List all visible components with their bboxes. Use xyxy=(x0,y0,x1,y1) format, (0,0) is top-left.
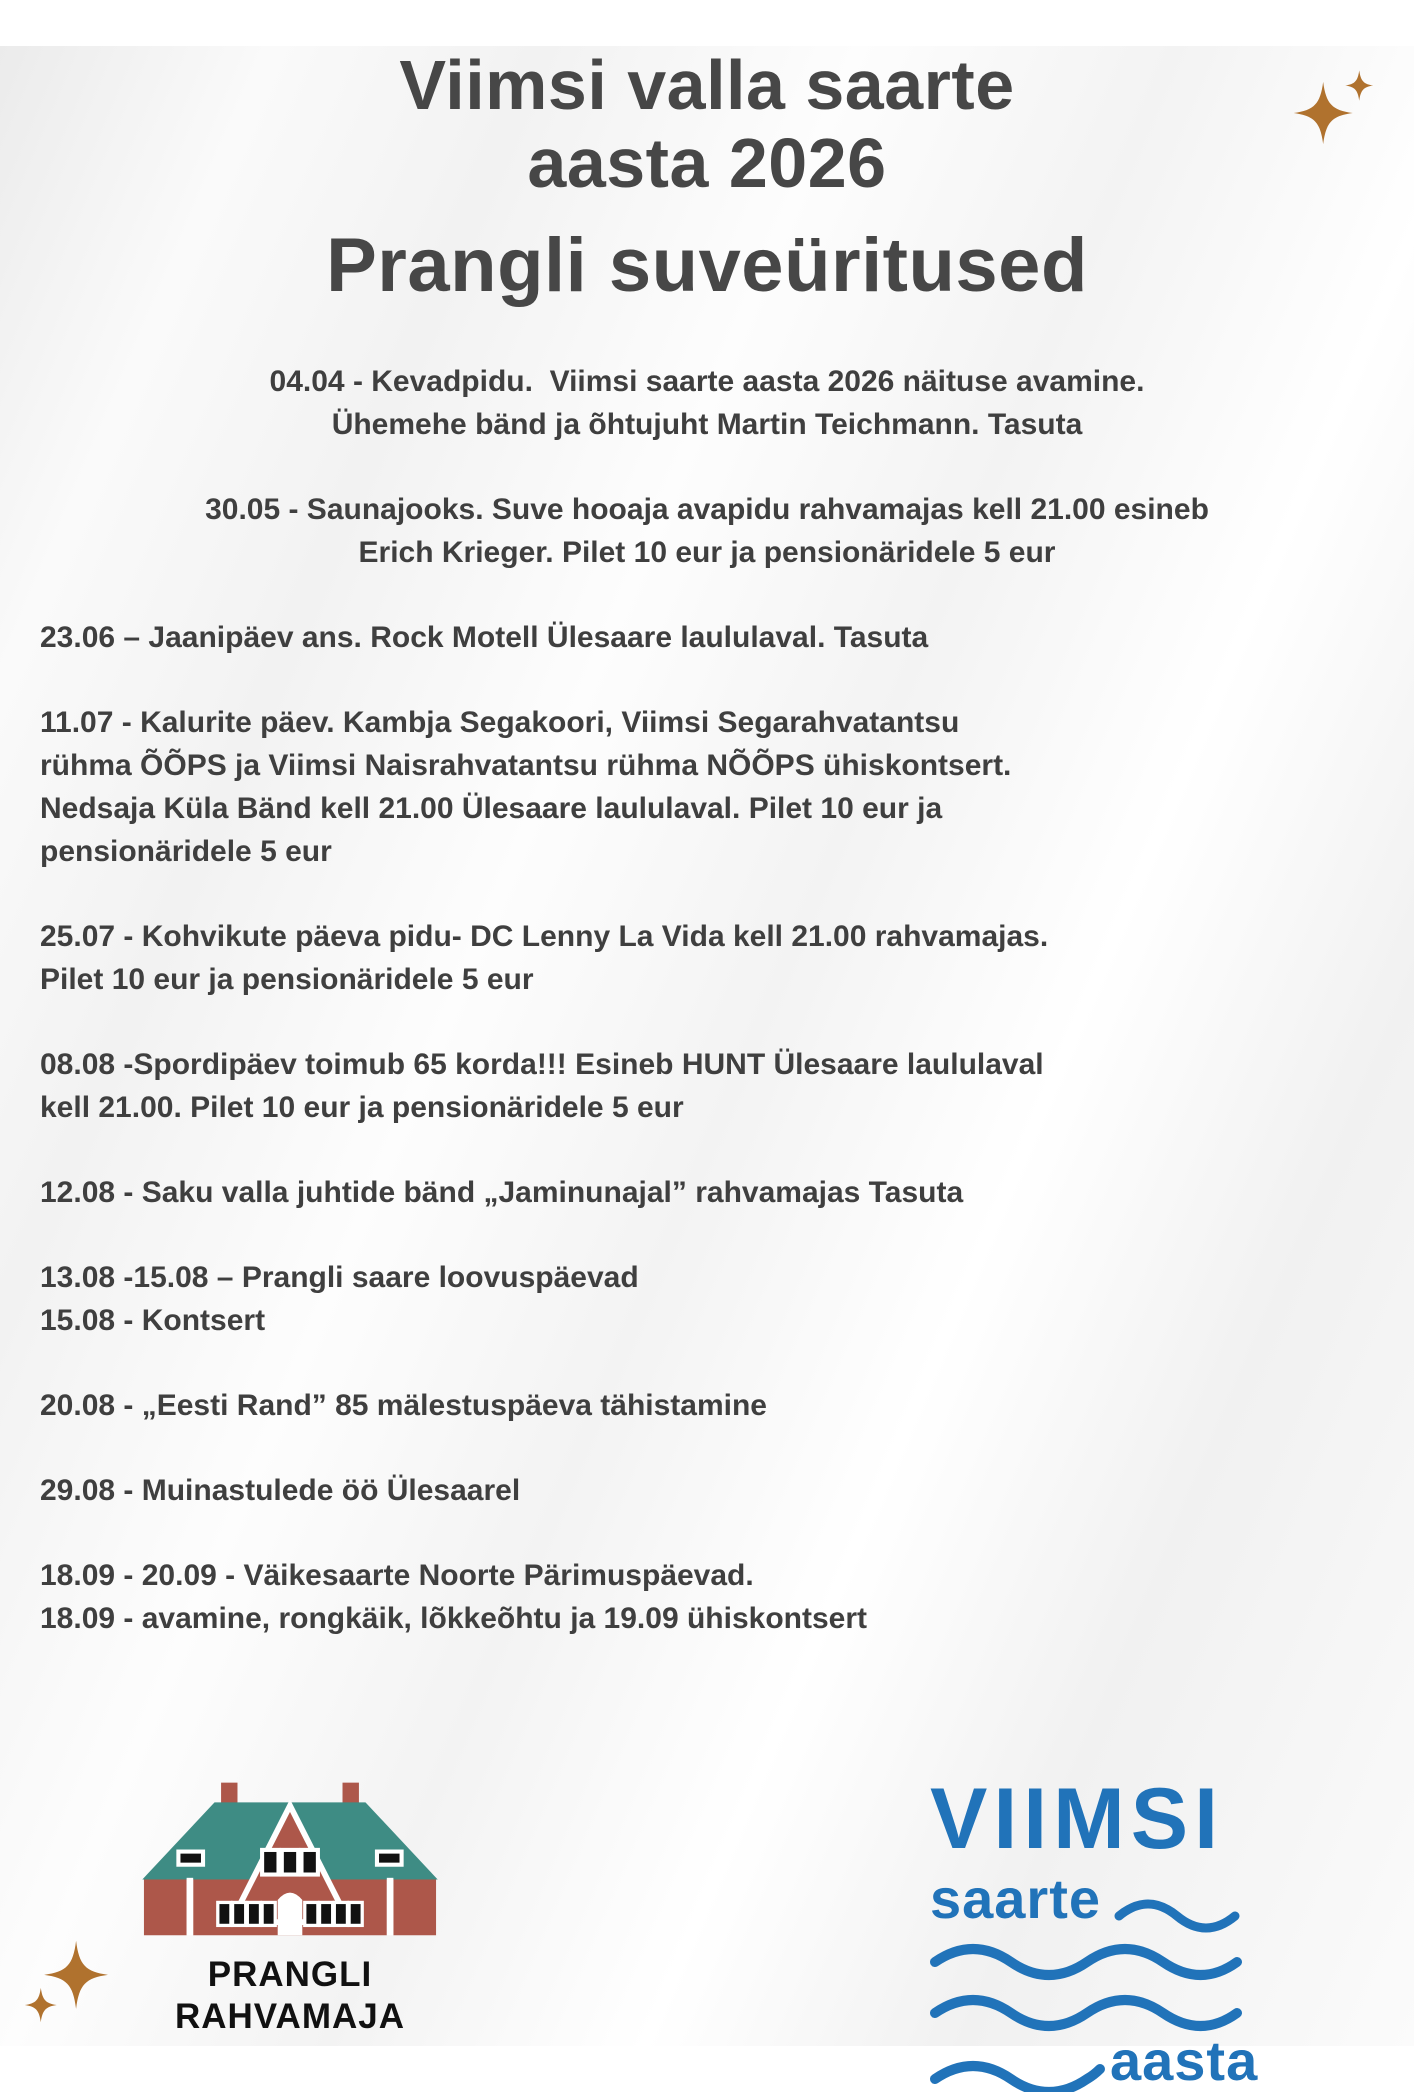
event-line: 15.08 - Kontsert xyxy=(40,1303,266,1337)
event-line: 29.08 - Muinastulede öö Ülesaarel xyxy=(40,1473,521,1507)
event-line: 13.08 -15.08 – Prangli saare loovuspäevad xyxy=(40,1260,639,1294)
title-line-2: aasta 2026 xyxy=(527,124,887,203)
event-item xyxy=(40,1384,1374,1427)
event-item xyxy=(40,1469,1374,1512)
title-line-1: Viimsi valla saarte xyxy=(399,46,1015,124)
event-line: 11.07 - Kalurite päev. Kambja Segakoori, Viimsi Segarahvatantsu xyxy=(40,705,960,739)
event-item xyxy=(40,1256,1374,1342)
event-poster xyxy=(0,46,1414,2092)
event-item xyxy=(40,1554,1374,1640)
waves-icon xyxy=(930,2051,1102,2087)
event-line: 18.09 - 20.09 - Väikesaarte Noorte Pärimuspäevad. xyxy=(40,1558,754,1592)
rahvamaja-text-line-2: RAHVAMAJA xyxy=(174,1997,406,2036)
event-line: Nedsaja Küla Bänd kell 21.00 Ülesaare laululaval. Pilet 10 eur ja xyxy=(40,791,943,825)
event-item xyxy=(40,1171,1374,1214)
event-item xyxy=(40,488,1374,574)
waves-icon xyxy=(930,1985,1242,2021)
event-item xyxy=(40,616,1374,659)
event-line: 30.05 - Saunajooks. Suve hooaja avapidu rahvamajas kell 21.00 esineb xyxy=(205,492,1209,526)
event-line: Erich Krieger. Pilet 10 eur ja pensionäridele 5 eur xyxy=(358,535,1056,569)
sparkle-icon xyxy=(1292,70,1374,156)
rahvamaja-logo xyxy=(112,1781,468,2038)
house-icon xyxy=(112,1781,468,1941)
event-line: 20.08 - „Eesti Rand” 85 mälestuspäeva tähistamine xyxy=(40,1388,767,1422)
event-item xyxy=(40,360,1374,446)
event-line: 18.09 - avamine, rongkäik, lõkkeõhtu ja 19.09 ühiskontsert xyxy=(40,1601,867,1635)
event-item xyxy=(40,915,1374,1001)
page-title xyxy=(0,46,1414,308)
event-item xyxy=(40,1043,1374,1129)
viimsi-logo xyxy=(930,1771,1259,2092)
event-line: kell 21.00. Pilet 10 eur ja pensionäridele 5 eur xyxy=(40,1090,684,1124)
event-line: Ühemehe bänd ja õhtujuht Martin Teichmann. Tasuta xyxy=(331,407,1083,441)
event-line: pensionäridele 5 eur xyxy=(40,834,332,868)
event-line: rühma ÕÕPS ja Viimsi Naisrahvatantsu rühma NÕÕPS ühiskontsert. xyxy=(40,748,1012,782)
viimsi-logo-aasta: aasta xyxy=(1110,2029,1259,2092)
sparkle-icon xyxy=(24,1939,108,2035)
event-line: 04.04 - Kevadpidu. Viimsi saarte aasta 2026 näituse avamine. xyxy=(269,364,1145,398)
event-line: Pilet 10 eur ja pensionäridele 5 eur xyxy=(40,962,534,996)
events-list xyxy=(40,360,1374,1640)
event-line: 25.07 - Kohvikute päeva pidu- DC Lenny La Vida kell 21.00 rahvamajas. xyxy=(40,919,1049,953)
rahvamaja-logo-text xyxy=(112,1954,468,2038)
event-line: 08.08 -Spordipäev toimub 65 korda!!! Esineb HUNT Ülesaare laululaval xyxy=(40,1047,1044,1081)
event-line: 23.06 – Jaanipäev ans. Rock Motell Ülesaare laululaval. Tasuta xyxy=(40,620,929,654)
waves-icon xyxy=(1115,1890,1243,1924)
viimsi-logo-wordmark: VIIMSI xyxy=(930,1771,1225,1867)
event-line: 12.08 - Saku valla juhtide bänd „Jaminunajal” rahvamajas Tasuta xyxy=(40,1175,964,1209)
title-line-3: Prangli suveüritused xyxy=(326,222,1088,308)
rahvamaja-text-line-1: PRANGLI xyxy=(207,1955,373,1994)
event-item xyxy=(40,701,1374,873)
waves-icon xyxy=(930,1934,1242,1970)
viimsi-logo-saarte: saarte xyxy=(930,1867,1102,1930)
